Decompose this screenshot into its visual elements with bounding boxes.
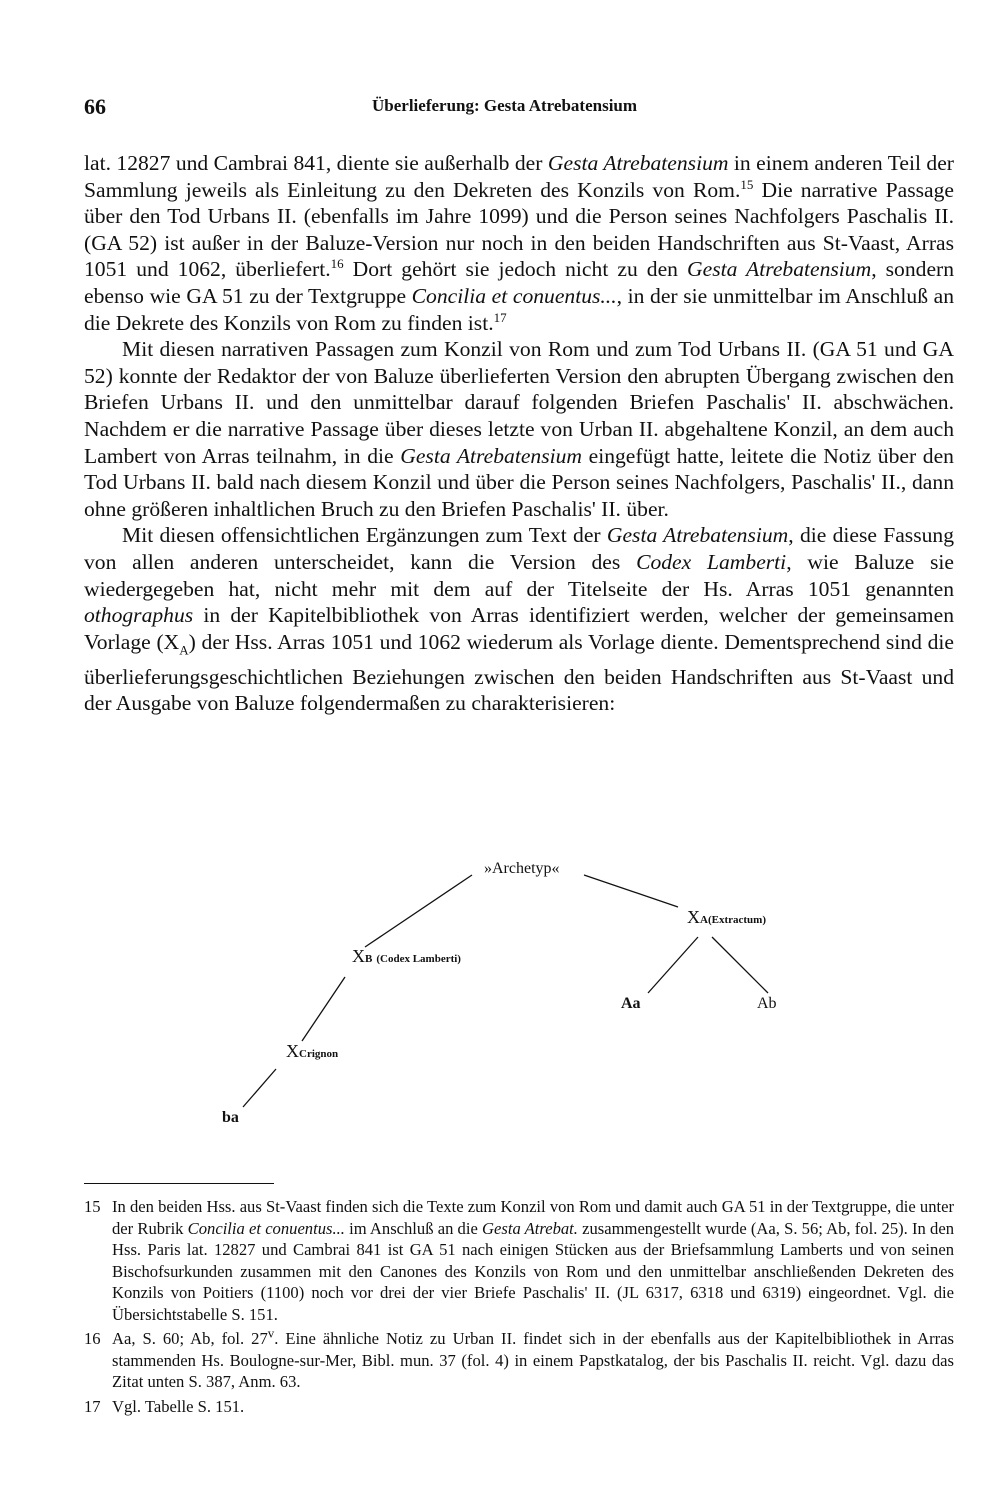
italic-title: othographus — [84, 603, 194, 628]
text-run: Aa, S. 60; Ab, fol. 27 — [112, 1329, 268, 1348]
node-archetyp-label: »Archetyp« — [484, 860, 560, 877]
paragraph-3 — [84, 522, 954, 716]
italic-title: Concilia et conuentus... — [187, 1218, 345, 1238]
node-xc-sub: Crignon — [299, 1048, 339, 1060]
italic-title: Gesta Atrebatensium — [400, 443, 582, 468]
text-run: eingefügt hatte, leitete die Notiz über den Tod Urbans II. bald nach diesem Konzil und über die Person seines Nachfolgers, Paschalis' II., dann ohne größeren inhaltlichen Bruch zu den Briefen Paschalis' II. über. — [84, 443, 954, 521]
page-number: 66 — [84, 94, 106, 119]
footnote-ref: 15 — [740, 176, 754, 192]
edge-xc-ba — [243, 1069, 276, 1107]
node-xa-sub: A(Extractum) — [700, 914, 766, 926]
stemma-diagram — [0, 855, 1000, 1135]
text-run: , in der sie unmittelbar im Anschluß an die Dekrete des Konzils von Rom zu finden ist. — [84, 283, 954, 335]
page-header — [84, 94, 954, 124]
paragraph-1 — [84, 150, 954, 336]
text-run: . Eine ähnliche Notiz zu Urban II. findet sich in der ebenfalls aus der Kapitelbibliothek in Arras stammenden Hs. Boulogne-sur-Mer, Bibl. mun. 37 (fol. 4) in einem Papstkatalog, der bis Paschalis II. reicht. Vgl. dazu das Zitat unten S. 387, Anm. 63. — [112, 1329, 954, 1391]
superscript: v — [267, 1325, 275, 1341]
footnote-text — [112, 1196, 954, 1325]
text-run: Vgl. Tabelle S. 151. — [112, 1396, 245, 1416]
text-run: , die diese Fassung von allen anderen unterscheidet, kann die Version des — [84, 523, 955, 574]
stemma-lines — [0, 855, 1000, 1135]
text-run: Mit diesen offensichtlichen Ergänzungen zum Text der — [122, 523, 607, 548]
footnote-ref: 17 — [493, 309, 507, 325]
node-aa — [621, 995, 641, 1013]
running-title: Überlieferung: Gesta Atrebatensium — [372, 96, 638, 115]
italic-title: Codex Lamberti — [636, 549, 787, 574]
text-run: ) der Hss. Arras 1051 und 1062 wiederum als Vorlage diente. Dementsprechend sind die überlieferungsgeschichtlichen Beziehungen zwischen den beiden Handschriften aus St-Vaast und der Ausgabe von Baluze folgendermaßen zu charakterisieren: — [84, 629, 954, 716]
node-ab-label: Ab — [757, 995, 777, 1012]
italic-title: Gesta Atrebatensium — [606, 523, 789, 548]
node-ba-label: ba — [222, 1109, 239, 1126]
footnote-rule — [84, 1183, 274, 1184]
node-xa-main: X — [687, 907, 700, 927]
node-archetyp — [484, 860, 560, 878]
node-xc-main: X — [286, 1041, 299, 1061]
italic-title: Gesta Atrebatensium — [687, 257, 872, 282]
italic-title: Gesta Atrebat. — [482, 1218, 578, 1238]
text-run: in einem anderen Teil der Sammlung jeweils als Einleitung zu den Dekreten des Konzils von Rom. — [84, 151, 954, 202]
main-text — [84, 150, 954, 717]
edge-xa-aa — [648, 937, 698, 993]
italic-title: Concilia et conuentus... — [411, 283, 617, 308]
text-run: Mit diesen narrativen Passagen zum Konzil von Rom und zum Tod Urbans II. (GA 51 und GA 52) konnte der Redaktor der von Baluze überlieferten Version den abrupten Übergang zwischen den Briefen Urbans II. und den unmittelbar darauf folgenden Briefen Paschalis' II. abschwächen. Nachdem er die narrative Passage über dieses letzte von Urban II. abgehaltene Konzil, an dem auch Lambert von Arras teilnahm, in die — [84, 337, 954, 468]
footnote-17 — [84, 1396, 954, 1418]
footnote-16 — [84, 1325, 954, 1393]
edge-xa-ab — [712, 937, 768, 993]
node-xb — [352, 946, 461, 967]
edge-archetyp-xa — [584, 875, 678, 907]
node-xa — [687, 907, 766, 928]
paragraph-2 — [84, 336, 954, 522]
node-aa-label: Aa — [621, 995, 641, 1012]
footnote-number: 16 — [84, 1329, 101, 1348]
node-xb-note: (Codex Lamberti) — [376, 953, 461, 965]
footnote-number: 17 — [84, 1396, 101, 1416]
italic-title: Gesta Atrebatensium — [547, 151, 729, 175]
edge-xb-xc — [302, 977, 345, 1041]
text-run: im Anschluß an die — [344, 1218, 483, 1238]
footnotes — [84, 1196, 954, 1420]
footnote-ref: 16 — [330, 256, 344, 272]
node-ba — [222, 1109, 239, 1127]
footnote-15 — [84, 1196, 954, 1325]
text-run: zusammengestellt wurde (Aa, S. 56; Ab, fol. 25). In den Hss. Paris lat. 12827 und Cambrai 841 ist GA 51 nach einigen Stücken aus der Briefsammlung Lamberts und von seinen Bischofsurkunden zusammen mit den Canones des Konzils von Rom und den unmittelbar anschließenden Dekreten des Konzils von Poitiers (1100) noch vor drei der vier Briefe Paschalis' II. (JL 6317, 6318 und 6319) eingeordnet. Vgl. die Übersichtstabelle S. 151. — [112, 1218, 954, 1324]
node-xb-main: X — [352, 946, 365, 966]
node-xc — [286, 1041, 338, 1062]
text-run: in der Kapitelbibliothek von Arras identifiziert werden, welcher der gemeinsamen Vorlage (X — [84, 603, 954, 654]
text-run: Die narrative Passage über den Tod Urbans II. (ebenfalls im Jahre 1099) und die Person seines Nachfolgers Paschalis II. (GA 52) ist außer in der Baluze-Version nur noch in den beiden Handschriften aus St-Vaast, Arras 1051 und 1062, überliefert. — [84, 177, 955, 282]
footnote-number: 15 — [84, 1197, 101, 1216]
edge-archetyp-xb — [365, 875, 472, 947]
text-run: , wie Baluze sie wiedergegeben hat, nicht mehr mit dem auf der Titelseite der Hs. Arras 1051 genannten — [84, 549, 955, 601]
footnote-text — [112, 1396, 954, 1418]
footnote-text — [112, 1325, 954, 1393]
subscript: A — [179, 642, 189, 657]
node-xb-sub: B — [365, 953, 373, 965]
text-run: Dort gehört sie jedoch nicht zu den — [343, 257, 688, 282]
node-ab — [757, 995, 777, 1013]
text-run: In den beiden Hss. aus St-Vaast finden sich die Texte zum Konzil von Rom und damit auch GA 51 in der Textgruppe, die unter der Rubrik — [112, 1197, 954, 1238]
text-run: , sondern ebenso wie GA 51 zu der Textgruppe — [84, 257, 955, 308]
text-run: lat. 12827 und Cambrai 841, diente sie außerhalb der — [84, 151, 548, 175]
